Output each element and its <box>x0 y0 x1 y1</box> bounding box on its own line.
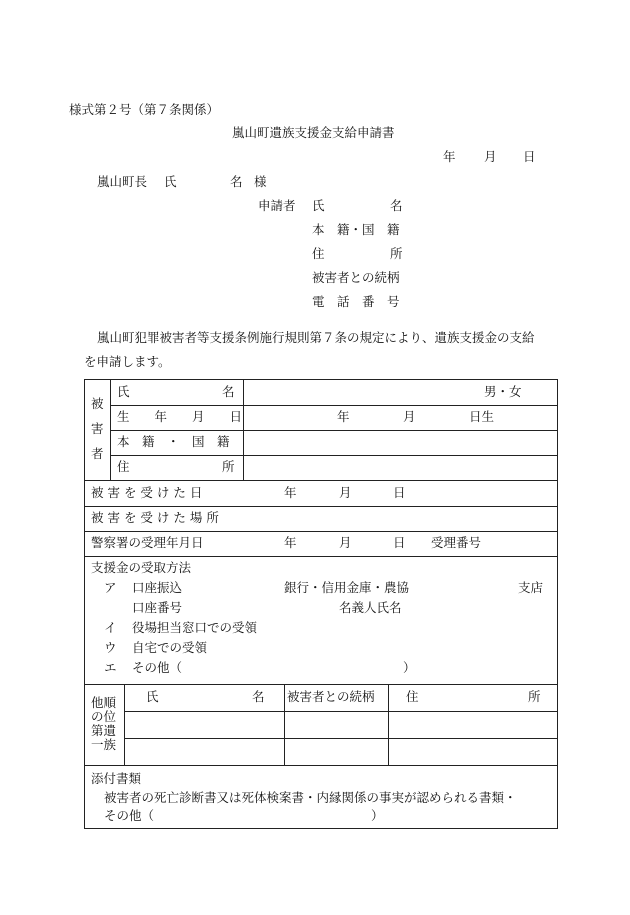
family-side-d: 一族 <box>91 737 117 752</box>
damage-place-label: 被 害 を 受 け た 場 所 <box>91 510 219 525</box>
victim-side-3: 者 <box>91 446 104 461</box>
option-i-mark: イ <box>104 620 117 635</box>
victim-name-label-2: 名 <box>222 384 235 399</box>
family-name-label-2: 名 <box>252 689 265 704</box>
applicant-phone: 電 話 番 号 <box>312 294 400 309</box>
victim-name-label-1: 氏 <box>117 384 130 399</box>
receipt-number-label: 受理番号 <box>431 535 482 550</box>
victim-sex: 男・女 <box>484 384 522 399</box>
applicant-name-1: 氏 <box>312 198 325 213</box>
body-line-1: 嵐山町犯罪被害者等支援条例施行規則第７条の規定により、遺族支援金の支給 <box>97 330 535 345</box>
addressee-honorific: 様 <box>254 174 267 189</box>
branch-label: 支店 <box>518 580 544 595</box>
attachments-line-2-close: ） <box>371 808 384 823</box>
attachments-heading: 添付書類 <box>91 771 142 786</box>
addressee-town: 嵐山町長 <box>97 174 148 189</box>
applicant-domicile: 本 籍・国 籍 <box>312 222 400 237</box>
victim-address-label-2: 所 <box>222 459 235 474</box>
applicant-label: 申請者 <box>258 198 296 213</box>
addressee-name-1: 氏 <box>164 174 177 189</box>
option-e-mark: エ <box>104 660 117 675</box>
body-line-2: を申請します。 <box>84 354 171 369</box>
family-relation-label: 被害者との続柄 <box>287 689 375 704</box>
police-date-year: 年 <box>284 535 297 550</box>
police-date-label: 警察署の受理年月日 <box>91 535 204 550</box>
date-day-label: 日 <box>523 149 536 164</box>
victim-address-label-1: 住 <box>117 459 130 474</box>
damage-date-day: 日 <box>393 485 406 500</box>
victim-birth-day: 日生 <box>469 409 495 424</box>
account-holder-label: 名義人氏名 <box>339 600 402 615</box>
family-address-label-2: 所 <box>528 689 541 704</box>
attachments-line-2: その他（ <box>104 808 155 823</box>
option-e-close: ） <box>403 660 416 675</box>
victim-side-1: 被 <box>91 396 104 411</box>
police-date-day: 日 <box>393 535 406 550</box>
applicant-address-2: 所 <box>390 246 403 261</box>
option-i-text: 役場担当窓口での受領 <box>132 620 258 635</box>
family-name-label-1: 氏 <box>146 689 159 704</box>
account-number-label: 口座番号 <box>132 600 183 615</box>
date-month-label: 月 <box>484 149 497 164</box>
family-address-label-1: 住 <box>406 689 419 704</box>
damage-date-label: 被 害 を 受 け た 日 <box>91 485 203 500</box>
date-year-label: 年 <box>443 149 456 164</box>
damage-date-month: 月 <box>339 485 352 500</box>
option-a-text: 口座振込 <box>132 580 183 595</box>
option-e-text: その他（ <box>132 660 183 675</box>
attachments-line-1: 被害者の死亡診断書又は死体検案書・内縁関係の事実が認められる書類・ <box>104 790 517 805</box>
family-side-b: の位 <box>91 709 117 724</box>
applicant-name-2: 名 <box>390 198 403 213</box>
document-title: 嵐山町遺族支援金支給申請書 <box>232 125 395 140</box>
damage-date-year: 年 <box>284 485 297 500</box>
option-u-mark: ウ <box>104 640 117 655</box>
victim-birth-label: 生 年 月 日 <box>117 409 243 424</box>
family-side-a: 他順 <box>91 695 117 710</box>
option-u-text: 自宅での受領 <box>132 640 208 655</box>
option-a-mark: ア <box>104 580 117 595</box>
family-side-c: 第遺 <box>91 723 117 738</box>
addressee-name-2: 名 <box>230 174 243 189</box>
police-date-month: 月 <box>339 535 352 550</box>
victim-birth-month: 月 <box>403 409 416 424</box>
victim-domicile-label: 本 籍 ・ 国 籍 <box>117 434 230 449</box>
form-number: 様式第２号（第７条関係） <box>69 102 220 117</box>
applicant-relation: 被害者との続柄 <box>312 270 400 285</box>
receipt-method-heading: 支援金の受取方法 <box>91 560 192 575</box>
bank-types: 銀行・信用金庫・農協 <box>284 580 410 595</box>
applicant-address-1: 住 <box>312 246 325 261</box>
victim-birth-year: 年 <box>337 409 350 424</box>
victim-side-2: 害 <box>91 421 104 436</box>
